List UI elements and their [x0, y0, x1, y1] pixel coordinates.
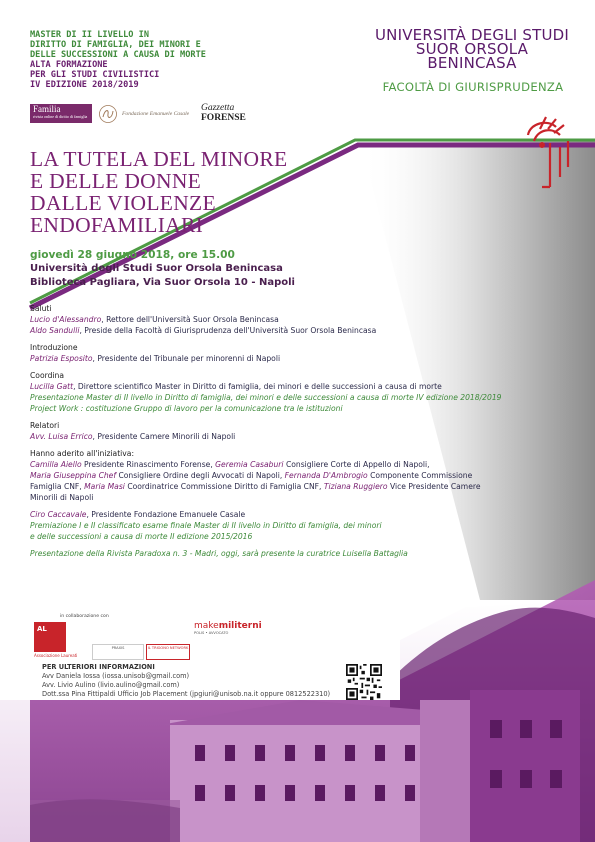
make-logo-subtext: POLIS • AVVOCATO: [194, 631, 229, 635]
adherent-role: Minorili di Napoli: [30, 493, 94, 502]
event-date: giovedì 28 giugno 2018, ore 15.00: [30, 249, 235, 261]
contact-line: Avv. Livio Aulino (livio.aulino@gmail.com): [42, 681, 180, 689]
speaker-role: , Presidente Camere Minorili di Napoli: [92, 432, 236, 441]
speaker-name: Ciro Caccavale: [30, 510, 87, 519]
program-note: Premiazione I e II classificato esame finale Master di II livello in Diritto di famiglia, dei minori: [30, 521, 382, 530]
program-note: Presentazione Master di II livello in Diritto di famiglia, dei minori e delle successioni a causa di morte IV edizione 2018/2019: [30, 393, 502, 402]
title-line: ENDOFAMILIARI: [30, 213, 204, 237]
event-venue: Università degli Studi Suor Orsola Benincasa: [30, 263, 283, 274]
adherent-role: Coordinatrice Commissione Diritto di Famiglia CNF,: [124, 482, 324, 491]
adherent-name: Maria Masi: [84, 482, 125, 491]
partner-logos-top: [30, 104, 260, 126]
adherent-row: [30, 481, 575, 492]
adherent-name: Maria Giuseppina Chef: [30, 471, 117, 480]
section-heading-relatori: Relatori: [30, 421, 60, 430]
contact-line: Dott.ssa Pina Fittipaldi Ufficio Job Placement (jpgiuri@unisob.na.it oppure 0812522310): [42, 690, 331, 698]
university-line: SUOR ORSOLA: [415, 40, 529, 58]
speaker-role: , Rettore dell'Università Suor Orsola Benincasa: [101, 315, 279, 324]
event-address: Biblioteca Pagliara, Via Suor Orsola 10 - Napoli: [30, 277, 295, 288]
adherent-row: [30, 492, 575, 503]
associazione-logo-caption: Associazione Laureati: [34, 653, 78, 658]
forense-logo-text: FORENSE: [201, 113, 246, 123]
master-line: DIRITTO DI FAMIGLIA, DEI MINORI E: [30, 40, 201, 50]
faculty-name: FACOLTÀ DI GIURISPRUDENZA: [382, 80, 564, 94]
adherent-name: Camilla Aiello: [30, 460, 82, 469]
speaker-row: [30, 509, 575, 520]
section-heading-introduzione: Introduzione: [30, 343, 78, 352]
adherent-role: Vice Presidente Camere: [387, 482, 481, 491]
section-heading-saluti: Saluti: [30, 304, 52, 313]
event-title: [30, 148, 390, 236]
trigono-logo-text: IL TRIGONO NETWORK: [147, 646, 189, 650]
university-emblem-icon: [520, 115, 580, 195]
title-line: LA TUTELA DEL MINORE: [30, 147, 288, 171]
adherent-name: Fernanda D'Ambrogio: [284, 471, 368, 480]
program: [30, 303, 575, 559]
program-note: Project Work : costituzione Gruppo di lavoro per la comunicazione tra le istituzioni: [30, 404, 343, 413]
speaker-row: [30, 314, 575, 325]
adherent-name: Geremia Casaburi: [215, 460, 284, 469]
gazzetta-forense-logo: [201, 103, 246, 123]
master-program-heading: [30, 30, 260, 90]
gazzetta-logo-text: Gazzetta: [201, 103, 235, 113]
speaker-row: [30, 325, 575, 336]
qr-code-icon[interactable]: [346, 664, 382, 700]
master-subline: IV EDIZIONE 2018/2019: [30, 80, 139, 90]
speaker-row: [30, 353, 575, 364]
praxis-logo: [92, 644, 144, 660]
adherent-row: [30, 470, 575, 481]
familia-logo-subtext: rivista online di diritto di famiglia: [33, 114, 88, 119]
speaker-role: , Direttore scientifico Master in Diritto di famiglia, dei minori e delle successioni a causa di morte: [73, 382, 442, 391]
trigono-logo: [146, 644, 190, 660]
program-note-paradoxa: Presentazione della Rivista Paradoxa n. 3 - Madri, oggi, sarà presente la curatrice Luisella Battaglia: [30, 549, 408, 558]
familia-logo: [30, 104, 92, 123]
speaker-row: [30, 431, 575, 442]
speaker-name: Aldo Sandulli: [30, 326, 80, 335]
praxis-logo-text: PRAXIS: [111, 646, 125, 650]
speaker-name: Lucio d'Alessandro: [30, 315, 102, 324]
fondazione-logo-text: Fondazione Emanuele Casale: [122, 111, 190, 117]
contact-line: Avv Daniela Iossa (iossa.unisob@gmail.com): [42, 672, 190, 680]
section-heading-coordina: Coordina: [30, 371, 64, 380]
university-name: [372, 28, 572, 70]
adherent-role: Famiglia CNF,: [30, 482, 85, 491]
master-subline: PER GLI STUDI CIVILISTICI: [30, 70, 160, 80]
title-line: DALLE VIOLENZE: [30, 191, 216, 215]
speaker-role: , Preside della Facoltà di Giurisprudenza dell'Università Suor Orsola Benincasa: [79, 326, 377, 335]
speaker-name: Patrizia Esposito: [30, 354, 93, 363]
speaker-name: Avv. Luisa Errico: [30, 432, 93, 441]
collaboration-label: in collaborazione con: [60, 614, 109, 619]
adherent-role: Consigliere Corte di Appello di Napoli,: [283, 460, 430, 469]
militerni-logo-text: militerni: [218, 621, 262, 631]
master-line: DELLE SUCCESSIONI A CAUSA DI MORTE: [30, 50, 206, 60]
make-logo-text: make: [194, 621, 219, 631]
contact-info: [42, 663, 362, 699]
university-line: BENINCASA: [427, 54, 517, 72]
section-heading-aderito: Hanno aderito all'iniziativa:: [30, 449, 134, 458]
program-note: e delle successioni a causa di morte II edizione 2015/2016: [30, 532, 253, 541]
fondazione-emblem-icon: [98, 104, 118, 124]
university-line: UNIVERSITÀ DEGLI STUDI: [375, 26, 569, 44]
speaker-row: [30, 381, 575, 392]
master-subline: ALTA FORMAZIONE: [30, 60, 108, 70]
familia-logo-text: Familia: [33, 104, 61, 114]
adherent-row: [30, 459, 575, 470]
contact-heading: PER ULTERIORI INFORMAZIONI: [42, 663, 155, 671]
adherent-role: Presidente Rinascimento Forense,: [81, 460, 216, 469]
speaker-role: , Presidente Fondazione Emanuele Casale: [86, 510, 246, 519]
adherent-role: Componente Commissione: [367, 471, 473, 480]
collaboration-logos: [34, 622, 264, 662]
make-militerni-logo: [194, 622, 262, 636]
speaker-role: , Presidente del Tribunale per minorenni di Napoli: [92, 354, 281, 363]
speaker-name: Lucilla Gatt: [30, 382, 74, 391]
adherent-name: Tiziana Ruggiero: [323, 482, 388, 491]
master-line: MASTER DI II LIVELLO IN: [30, 30, 149, 40]
associazione-laureati-logo: [34, 622, 66, 652]
associazione-logo-text: AL: [37, 625, 47, 633]
adherent-role: Consigliere Ordine degli Avvocati di Napoli,: [116, 471, 285, 480]
title-line: E DELLE DONNE: [30, 169, 202, 193]
